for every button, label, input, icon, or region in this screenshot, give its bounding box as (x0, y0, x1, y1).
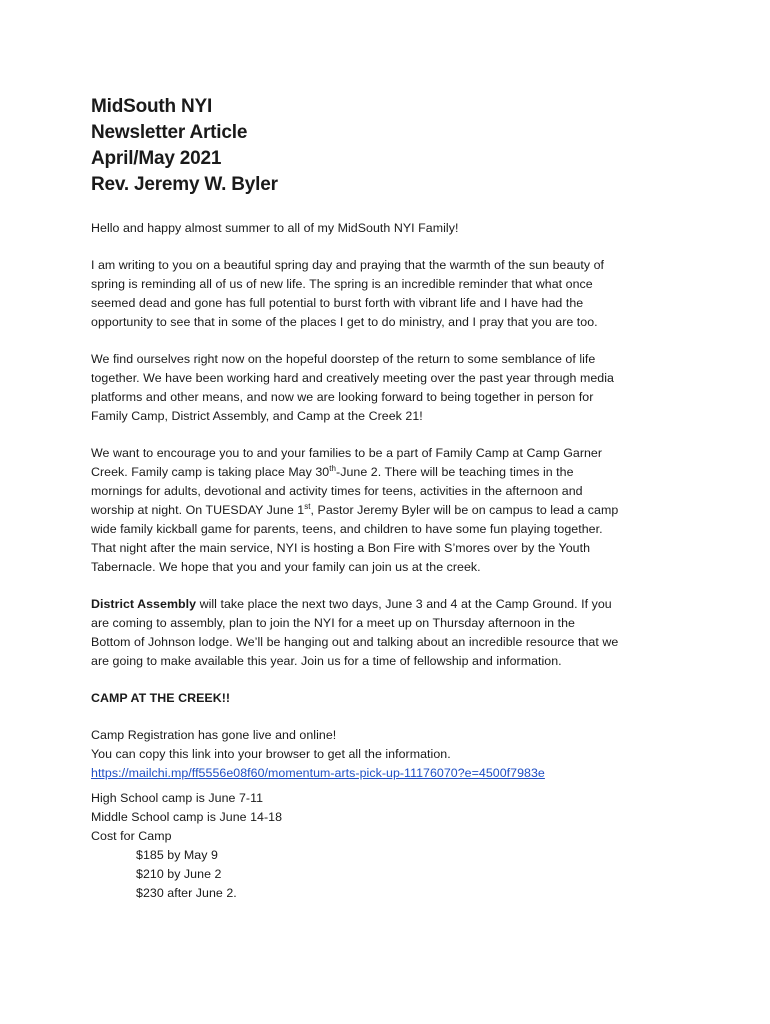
price-item: $210 by June 2 (136, 867, 222, 881)
date-title: April/May 2021 (91, 148, 222, 169)
bold-lead: District Assembly (91, 597, 197, 611)
paragraph-line: I am writing to you on a beautiful spring day and praying that the warmth of the sun beauty of (91, 258, 605, 272)
author-title: Rev. Jeremy W. Byler (91, 174, 278, 195)
text-run: will take place the next two days, June 3 and 4 at the Camp Ground. If you (196, 597, 612, 611)
paragraph-line: mornings for adults, devotional and activity times for teens, activities in the afternoon and (91, 484, 583, 498)
registration-block (91, 726, 691, 783)
paragraph-line (91, 501, 691, 520)
paragraph-line: platforms and other means, and now we are looking forward to being together in person for (91, 390, 594, 404)
price-item: $185 by May 9 (136, 848, 218, 862)
paragraph-line: seemed dead and gone has full potential to burst forth with vibrant life and I have had the (91, 296, 584, 310)
paragraph-line (91, 463, 691, 482)
camp-heading (91, 689, 691, 708)
paragraph-family-camp (91, 444, 691, 577)
paragraph-line: Tabernacle. We hope that you and your family can join us at the creek. (91, 560, 481, 574)
ordinal-suffix: th (329, 464, 337, 473)
paragraph-line: Bottom of Johnson lodge. We’ll be hanging out and talking about an incredible resource that we (91, 635, 619, 649)
camp-info (91, 789, 691, 903)
paragraph-line: wide family kickball game for parents, teens, and children to have some fun playing together. (91, 522, 603, 536)
price-item: $230 after June 2. (136, 886, 237, 900)
paragraph-line: opportunity to see that in some of the places I get to do ministry, and I pray that you are too. (91, 315, 598, 329)
text-run: worship at night. On TUESDAY June 1 (91, 503, 305, 517)
paragraph-line: Family Camp, District Assembly, and Camp at the Creek 21! (91, 409, 423, 423)
paragraph-line: We find ourselves right now on the hopeful doorstep of the return to some semblance of life (91, 352, 596, 366)
text-run: , Pastor Jeremy Byler will be on campus to lead a camp (310, 503, 619, 517)
registration-link[interactable]: https://mailchi.mp/ff5556e08f60/momentum-arts-pick-up-11176070?e=4500f7983e (91, 766, 545, 780)
text-run: -June 2. There will be teaching times in the (336, 465, 574, 479)
doc-type-title: Newsletter Article (91, 122, 248, 143)
camp-heading-text: CAMP AT THE CREEK!! (91, 691, 231, 705)
paragraph-line (91, 595, 691, 614)
paragraph-together (91, 350, 691, 426)
article-header (91, 94, 278, 198)
paragraph-spring (91, 256, 691, 332)
ordinal-suffix: st (304, 502, 311, 511)
article-body (91, 219, 691, 903)
paragraph-line: together. We have been working hard and creatively meeting over the past year through media (91, 371, 614, 385)
paragraph-line: We want to encourage you to and your families to be a part of Family Camp at Camp Garner (91, 446, 603, 460)
middle-school-camp: Middle School camp is June 14-18 (91, 810, 283, 824)
paragraph-line: spring is reminding all of us of new life. The spring is an incredible reminder that what once (91, 277, 593, 291)
paragraph-line: are going to make available this year. Join us for a time of fellowship and information. (91, 654, 562, 668)
org-title: MidSouth NYI (91, 96, 213, 117)
paragraph-line: are coming to assembly, plan to join the NYI for a meet up on Thursday afternoon in the (91, 616, 575, 630)
greeting: Hello and happy almost summer to all of my MidSouth NYI Family! (91, 221, 459, 235)
cost-label: Cost for Camp (91, 829, 172, 843)
paragraph-line: That night after the main service, NYI is hosting a Bon Fire with S’mores over by the Youth (91, 541, 591, 555)
high-school-camp: High School camp is June 7-11 (91, 791, 264, 805)
paragraph-district-assembly (91, 595, 691, 671)
text-run: Creek. Family camp is taking place May 30 (91, 465, 330, 479)
registration-line: You can copy this link into your browser to get all the information. (91, 747, 451, 761)
registration-line: Camp Registration has gone live and online! (91, 728, 337, 742)
